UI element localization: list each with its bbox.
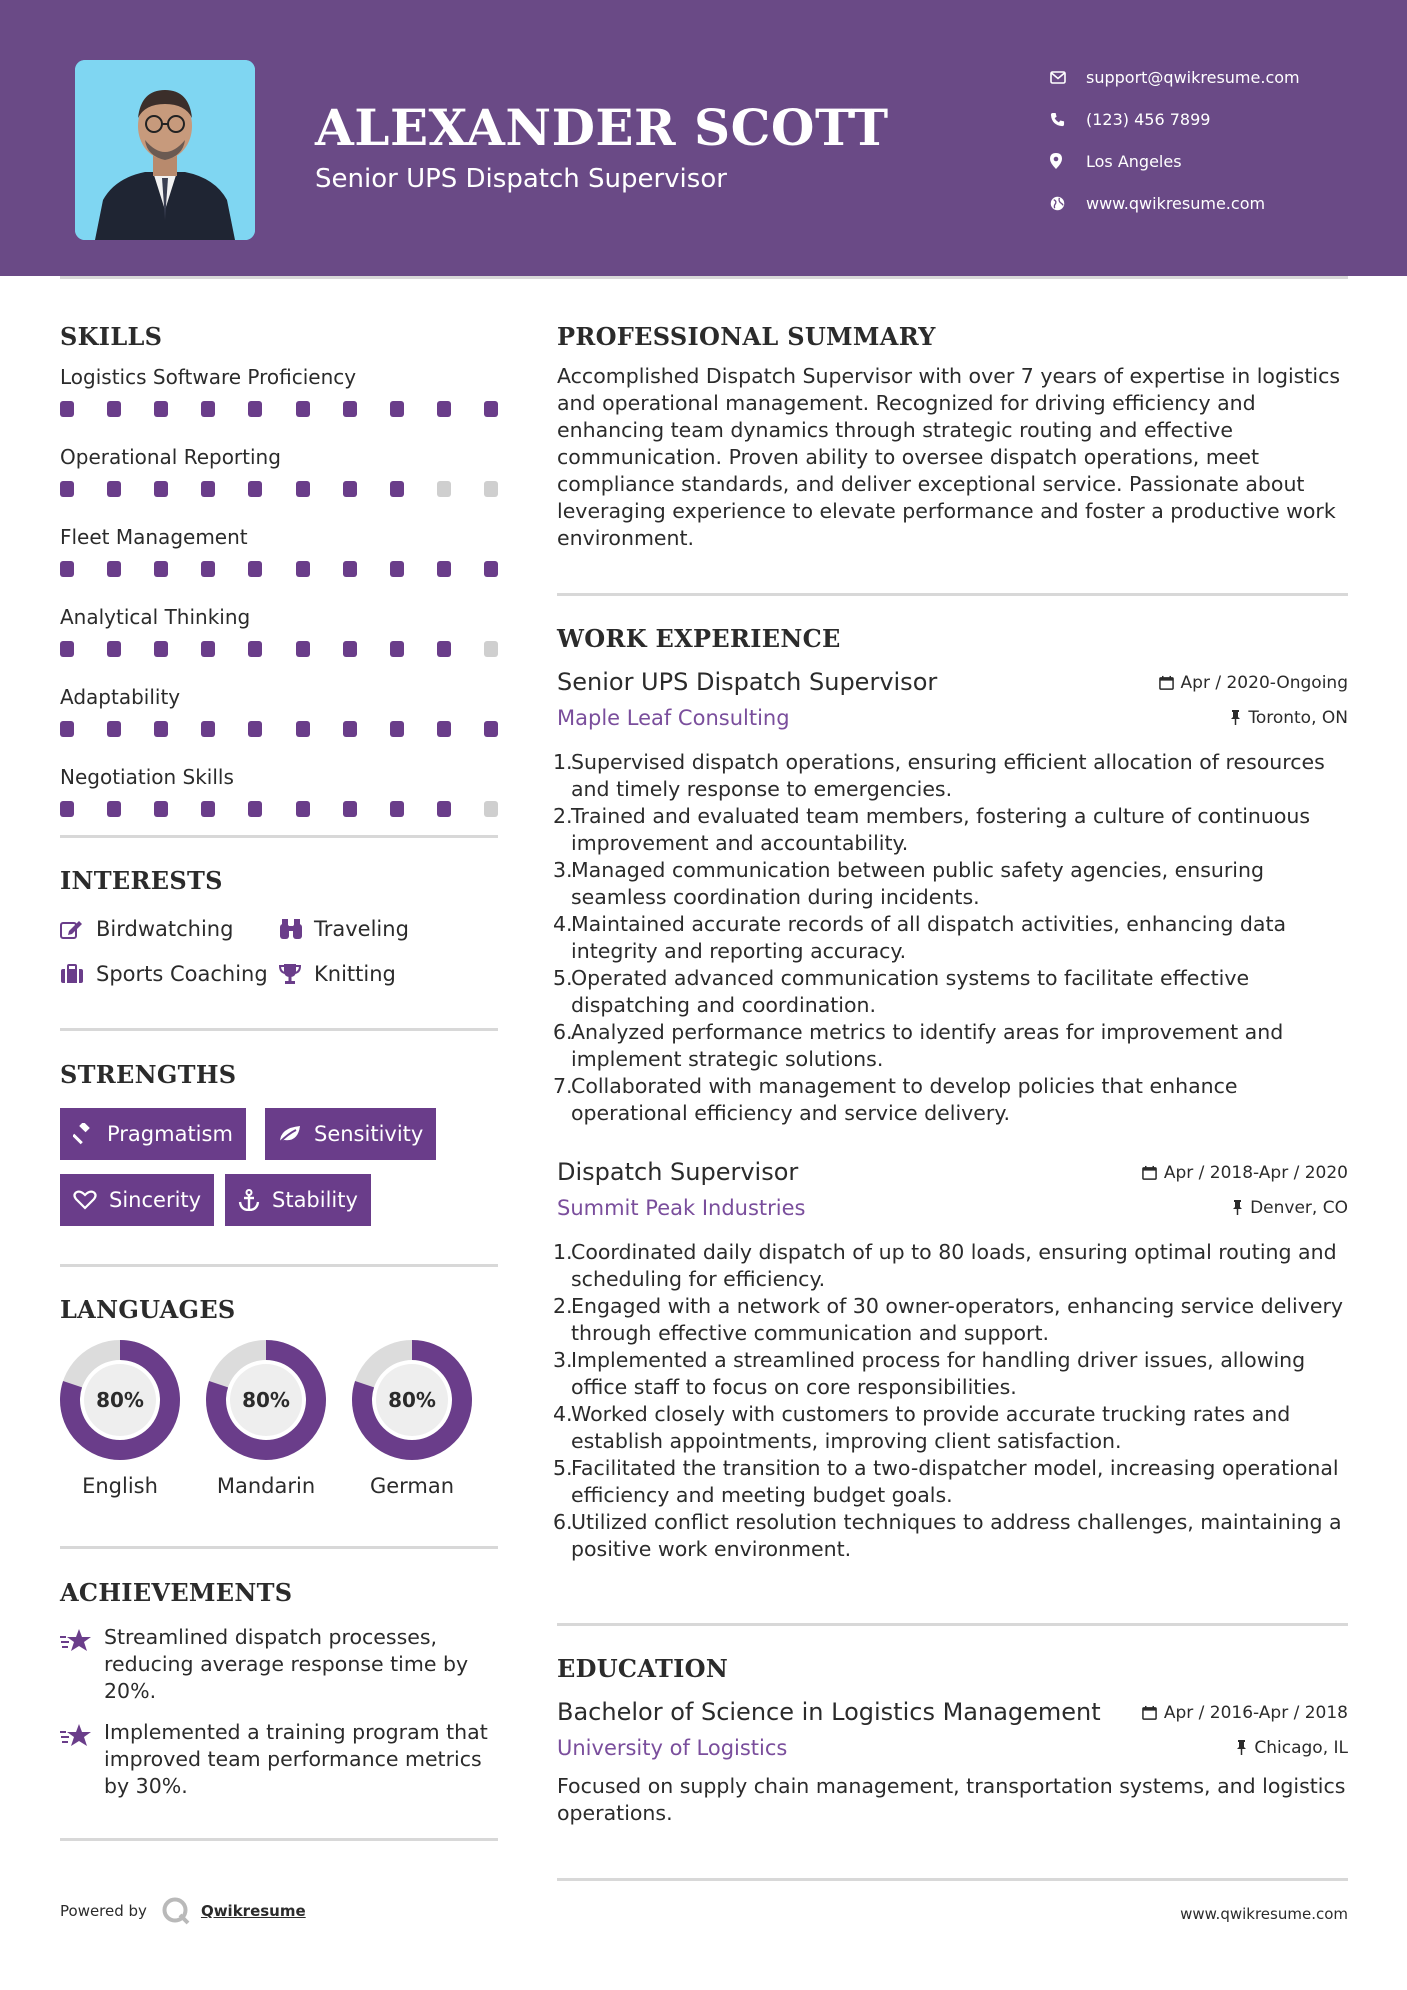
phone-icon: [1050, 112, 1086, 127]
skill-name: Logistics Software Proficiency: [60, 365, 357, 389]
header-divider: [60, 276, 1348, 279]
responsibility-item: [553, 1347, 1348, 1401]
education-heading-wrap: [557, 1654, 1348, 1683]
item-number: 6.: [553, 1020, 573, 1044]
responsibility-item: [553, 965, 1348, 1019]
interest-item: [278, 962, 396, 986]
leaf-icon: [278, 1124, 302, 1144]
profile-photo: [75, 60, 255, 240]
calendar-icon: [1142, 1705, 1157, 1720]
contact-website-text: www.qwikresume.com: [1086, 193, 1266, 213]
interests-heading-wrap: [60, 866, 498, 895]
responsibility-item: [553, 857, 1348, 911]
job-title: Dispatch Supervisor: [557, 1158, 799, 1186]
rating-dot-filled: [343, 481, 357, 497]
responsibility-item: [553, 1455, 1348, 1509]
skill-rating: [60, 801, 498, 817]
education-dates: [1142, 1703, 1348, 1723]
skills-list: [60, 363, 498, 817]
pushpin-icon: [1230, 710, 1241, 725]
achievements-heading-wrap: [60, 1578, 498, 1607]
rating-dot-empty: [437, 481, 451, 497]
rating-dot-filled: [437, 721, 451, 737]
strength-chip: [225, 1174, 371, 1226]
responsibility-text: Analyzed performance metrics to identify areas for improvement and implement strategic solutions.: [571, 1020, 1284, 1071]
responsibility-text: Engaged with a network of 30 owner-operators, enhancing service delivery through effective communication and support.: [571, 1294, 1344, 1345]
contact-location-text: Los Angeles: [1086, 151, 1182, 171]
location-pin-icon: [1050, 153, 1086, 169]
rating-dot-filled: [343, 561, 357, 577]
job-location: [1230, 708, 1348, 728]
strength-label: Pragmatism: [107, 1122, 233, 1146]
rating-dot-filled: [437, 561, 451, 577]
language-progress-ring: [350, 1338, 474, 1462]
interest-label: Sports Coaching: [96, 961, 268, 986]
responsibility-text: Maintained accurate records of all dispatch activities, enhancing data integrity and reporting accuracy.: [571, 912, 1287, 963]
rating-dot-filled: [390, 561, 404, 577]
rating-dot-filled: [154, 561, 168, 577]
responsibility-text: Managed communication between public safety agencies, ensuring seamless coordination during incidents.: [571, 858, 1265, 909]
responsibility-item: [553, 1073, 1348, 1127]
rating-dot-filled: [343, 401, 357, 417]
responsibility-item: [553, 803, 1348, 857]
skills-heading: SKILLS: [60, 322, 163, 351]
rating-dot-filled: [107, 561, 121, 577]
rating-dot-filled: [107, 481, 121, 497]
language-progress-ring: [204, 1338, 328, 1462]
job-header: [557, 1158, 1348, 1186]
rating-dot-filled: [201, 641, 215, 657]
rating-dot-filled: [201, 561, 215, 577]
strengths-heading-wrap: [60, 1060, 498, 1089]
education-school: University of Logistics: [557, 1736, 788, 1760]
responsibility-text: Coordinated daily dispatch of up to 80 loads, ensuring optimal routing and scheduling for efficiency.: [571, 1240, 1337, 1291]
job-location-text: Denver, CO: [1250, 1197, 1348, 1218]
rating-dot-filled: [390, 641, 404, 657]
responsibility-text: Collaborated with management to develop policies that enhance operational efficiency and service delivery.: [571, 1074, 1238, 1125]
rating-dot-filled: [248, 561, 262, 577]
summary-section: [557, 322, 1348, 552]
powered-by-text: Powered by: [60, 1902, 147, 1920]
interest-item: [278, 917, 409, 941]
pushpin-icon: [1232, 1200, 1243, 1215]
responsibility-text: Operated advanced communication systems to facilitate effective dispatching and coordination.: [571, 966, 1250, 1017]
strength-chip: [265, 1108, 436, 1160]
rating-dot-filled: [107, 801, 121, 817]
section-divider: [557, 1878, 1348, 1881]
resume-header: [0, 0, 1407, 276]
rating-dot-filled: [296, 801, 310, 817]
language-item: [350, 1338, 474, 1498]
contact-phone[interactable]: [1050, 98, 1380, 140]
job-title: Senior UPS Dispatch Supervisor: [557, 668, 938, 696]
candidate-name: ALEXANDER SCOTT: [315, 98, 889, 157]
anchor-icon: [238, 1189, 260, 1211]
job-header: [557, 668, 1348, 696]
education-subheader: [557, 1736, 1348, 1760]
item-number: 7.: [553, 1074, 573, 1098]
rating-dot-filled: [343, 641, 357, 657]
job-company: Maple Leaf Consulting: [557, 706, 790, 730]
job-subheader: [557, 1196, 1348, 1220]
section-divider: [60, 1546, 498, 1549]
rating-dot-filled: [60, 561, 74, 577]
item-number: 2.: [553, 1294, 573, 1318]
strength-label: Sensitivity: [314, 1122, 424, 1146]
language-name: Mandarin: [216, 1474, 316, 1498]
languages-list: [58, 1338, 498, 1518]
rating-dot-filled: [107, 401, 121, 417]
section-divider: [60, 1264, 498, 1267]
job-responsibilities: [553, 1239, 1348, 1563]
responsibility-item: [553, 1401, 1348, 1455]
rating-dot-filled: [201, 481, 215, 497]
responsibility-item: [553, 749, 1348, 803]
strengths-heading: STRENGTHS: [60, 1060, 237, 1089]
globe-icon: [1050, 196, 1086, 211]
job-responsibilities: [553, 749, 1348, 1127]
calendar-icon: [1159, 675, 1174, 690]
skill-rating: [60, 401, 498, 417]
heart-icon: [73, 1190, 97, 1210]
responsibility-text: Worked closely with customers to provide accurate trucking rates and establish appointments, improving client satisfaction.: [571, 1402, 1291, 1453]
job-location-text: Toronto, ON: [1248, 707, 1348, 728]
interest-item: [60, 917, 278, 941]
rating-dot-filled: [484, 401, 498, 417]
rating-dot-filled: [154, 481, 168, 497]
interest-label: Knitting: [314, 961, 396, 986]
interest-label: Birdwatching: [96, 916, 234, 941]
candidate-title: Senior UPS Dispatch Supervisor: [315, 164, 727, 194]
skill-rating: [60, 641, 498, 657]
rating-dot-empty: [484, 801, 498, 817]
contact-email-text: support@qwikresume.com: [1086, 67, 1300, 87]
rating-dot-filled: [107, 641, 121, 657]
rating-dot-filled: [484, 721, 498, 737]
responsibility-text: Trained and evaluated team members, fostering a culture of continuous improvement and accountability.: [571, 804, 1311, 855]
language-item: [204, 1338, 328, 1498]
responsibility-item: [553, 911, 1348, 965]
interest-item: [60, 962, 278, 986]
strength-chip: [60, 1108, 246, 1160]
rating-dot-filled: [60, 801, 74, 817]
rating-dot-filled: [296, 561, 310, 577]
rating-dot-filled: [248, 481, 262, 497]
rating-dot-filled: [437, 641, 451, 657]
strength-chip: [60, 1174, 214, 1226]
item-number: 3.: [553, 1348, 573, 1372]
summary-heading: PROFESSIONAL SUMMARY: [557, 322, 936, 351]
education-description: Focused on supply chain management, transportation systems, and logistics operations.: [557, 1774, 1346, 1825]
section-divider: [557, 593, 1348, 596]
rating-dot-filled: [296, 401, 310, 417]
skill-name: Analytical Thinking: [60, 605, 251, 629]
education-location-text: Chicago, IL: [1254, 1737, 1348, 1758]
footer-website[interactable]: www.qwikresume.com: [1180, 1905, 1348, 1923]
contact-list: [1050, 56, 1380, 224]
strength-label: Stability: [272, 1188, 358, 1212]
job-location: [1232, 1198, 1348, 1218]
rating-dot-filled: [390, 721, 404, 737]
rating-dot-filled: [437, 401, 451, 417]
job-dates: [1159, 673, 1348, 693]
experience-heading: WORK EXPERIENCE: [557, 624, 841, 653]
item-number: 1.: [553, 750, 573, 774]
responsibility-item: [553, 1019, 1348, 1073]
rating-dot-filled: [60, 641, 74, 657]
summary-text: Accomplished Dispatch Supervisor with over 7 years of expertise in logistics and operational management. Recognized for driving efficiency and enhancing team dynamics through strategic routing and effective communication. Proven ability to oversee dispatch operations, meet compliance standards, and deliver exceptional service. Passionate about leveraging experience to elevate performance and foster a productive work environment.: [557, 364, 1341, 550]
gavel-icon: [73, 1123, 95, 1145]
education-dates-text: Apr / 2016-Apr / 2018: [1163, 1702, 1348, 1723]
rating-dot-filled: [437, 801, 451, 817]
skills-section: [60, 322, 498, 843]
rating-dot-filled: [484, 561, 498, 577]
binoculars-icon: [278, 918, 314, 940]
responsibility-text: Facilitated the transition to a two-dispatcher model, increasing operational efficiency and meeting budget goals.: [571, 1456, 1339, 1507]
responsibility-text: Implemented a streamlined process for handling driver issues, allowing office staff to focus on core responsibilities.: [571, 1348, 1306, 1399]
rating-dot-filled: [154, 721, 168, 737]
rating-dot-filled: [60, 481, 74, 497]
rating-dot-filled: [60, 721, 74, 737]
shooting-star-icon: [60, 1624, 104, 1705]
qwikresume-link[interactable]: Qwikresume: [200, 1902, 306, 1920]
section-divider: [60, 835, 498, 838]
envelope-icon: [1050, 71, 1086, 84]
rating-dot-filled: [60, 401, 74, 417]
education-location: [1236, 1738, 1348, 1758]
contact-location: [1050, 140, 1380, 182]
trophy-icon: [278, 963, 314, 985]
person-portrait-icon: [75, 60, 255, 240]
rating-dot-filled: [390, 481, 404, 497]
interests-list: [60, 906, 500, 996]
item-number: 4.: [553, 1402, 573, 1426]
responsibility-text: Supervised dispatch operations, ensuring efficient allocation of resources and timely response to emergencies.: [571, 750, 1325, 801]
item-number: 5.: [553, 966, 573, 990]
rating-dot-empty: [484, 641, 498, 657]
job-dates-text: Apr / 2018-Apr / 2020: [1163, 1162, 1348, 1183]
shooting-star-icon: [60, 1719, 104, 1800]
achievement-item: [60, 1719, 500, 1800]
rating-dot-filled: [154, 641, 168, 657]
item-number: 6.: [553, 1510, 573, 1534]
contact-email[interactable]: [1050, 56, 1380, 98]
responsibility-text: Utilized conflict resolution techniques to address challenges, maintaining a positive work environment.: [571, 1510, 1342, 1561]
responsibility-item: [553, 1293, 1348, 1347]
skill-rating: [60, 481, 498, 497]
pushpin-icon: [1236, 1740, 1247, 1755]
rating-dot-filled: [296, 641, 310, 657]
achievement-item: [60, 1624, 500, 1705]
achievement-text: Streamlined dispatch processes, reducing average response time by 20%.: [104, 1625, 469, 1703]
skill-rating: [60, 721, 498, 737]
achievement-text: Implemented a training program that improved team performance metrics by 30%.: [104, 1720, 488, 1798]
interests-heading: INTERESTS: [60, 866, 223, 895]
qwikresume-logo-icon: [161, 1896, 191, 1926]
job-dates: [1142, 1163, 1348, 1183]
rating-dot-filled: [107, 721, 121, 737]
strength-label: Sincerity: [109, 1188, 202, 1212]
section-divider: [60, 1838, 498, 1841]
skill-name: Operational Reporting: [60, 445, 281, 469]
job-company: Summit Peak Industries: [557, 1196, 806, 1220]
responsibility-item: [553, 1509, 1348, 1563]
language-percent: 80%: [96, 1388, 144, 1412]
rating-dot-filled: [248, 801, 262, 817]
item-number: 2.: [553, 804, 573, 828]
item-number: 5.: [553, 1456, 573, 1480]
skill-name: Adaptability: [60, 685, 181, 709]
rating-dot-filled: [343, 801, 357, 817]
skill-name: Negotiation Skills: [60, 765, 234, 789]
rating-dot-filled: [248, 401, 262, 417]
rating-dot-filled: [343, 721, 357, 737]
language-percent: 80%: [388, 1388, 436, 1412]
rating-dot-filled: [390, 801, 404, 817]
pencil-square-icon: [60, 919, 96, 939]
achievements-heading: ACHIEVEMENTS: [60, 1578, 293, 1607]
language-percent: 80%: [242, 1388, 290, 1412]
language-progress-ring: [58, 1338, 182, 1462]
rating-dot-filled: [390, 401, 404, 417]
interest-label: Traveling: [314, 916, 409, 941]
education-header: [557, 1698, 1348, 1726]
education-heading: EDUCATION: [557, 1654, 729, 1683]
education-degree: Bachelor of Science in Logistics Management: [557, 1698, 1101, 1726]
language-name: German: [369, 1474, 455, 1498]
calendar-icon: [1142, 1165, 1157, 1180]
job-subheader: [557, 706, 1348, 730]
language-item: [58, 1338, 182, 1498]
contact-phone-text: (123) 456 7899: [1086, 109, 1211, 129]
footer-brand: [60, 1896, 306, 1926]
job-dates-text: Apr / 2020-Ongoing: [1180, 672, 1348, 693]
rating-dot-filled: [296, 721, 310, 737]
languages-heading: LANGUAGES: [60, 1295, 236, 1324]
rating-dot-filled: [296, 481, 310, 497]
rating-dot-filled: [154, 801, 168, 817]
briefcase-icon: [60, 964, 96, 984]
section-divider: [60, 1028, 498, 1031]
rating-dot-filled: [201, 801, 215, 817]
language-name: English: [82, 1474, 158, 1498]
skill-rating: [60, 561, 498, 577]
rating-dot-filled: [201, 721, 215, 737]
rating-dot-filled: [248, 641, 262, 657]
rating-dot-filled: [154, 401, 168, 417]
item-number: 3.: [553, 858, 573, 882]
section-divider: [557, 1623, 1348, 1626]
responsibility-item: [553, 1239, 1348, 1293]
languages-heading-wrap: [60, 1295, 498, 1324]
rating-dot-filled: [201, 401, 215, 417]
item-number: 4.: [553, 912, 573, 936]
rating-dot-filled: [248, 721, 262, 737]
rating-dot-empty: [484, 481, 498, 497]
skill-name: Fleet Management: [60, 525, 248, 549]
contact-website[interactable]: [1050, 182, 1380, 224]
experience-heading-wrap: [557, 624, 1348, 653]
item-number: 1.: [553, 1240, 573, 1264]
